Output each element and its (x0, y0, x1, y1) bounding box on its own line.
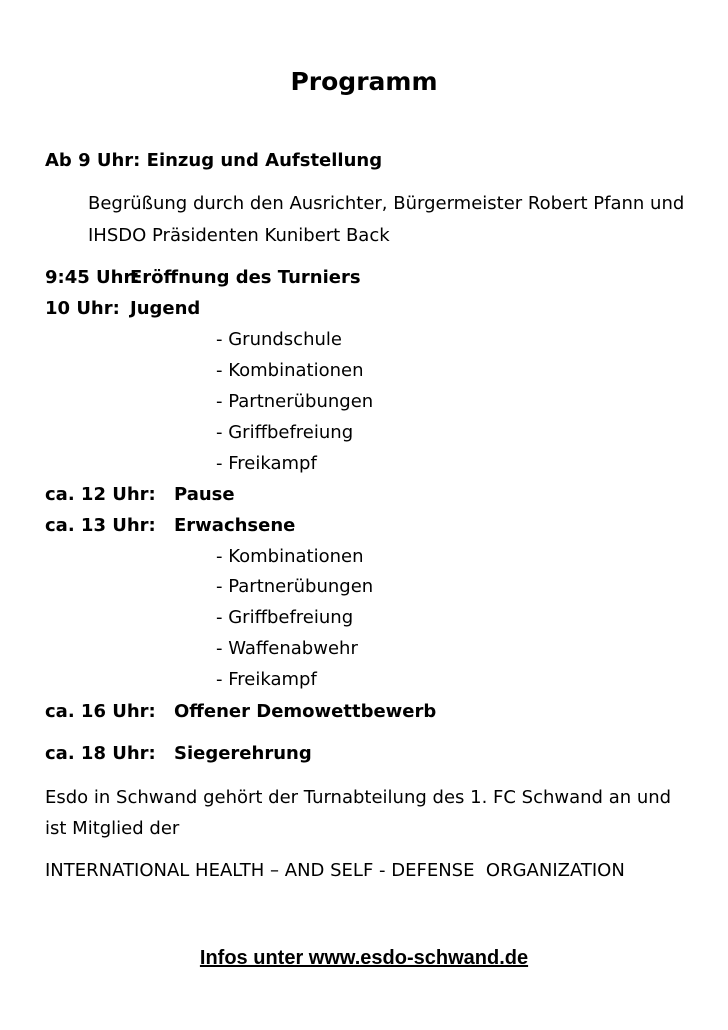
schedule-item: - Partnerübungen (216, 576, 374, 597)
schedule-title: Offener Demowettbewerb (174, 701, 437, 722)
schedule-title: Eröffnung des Turniers (130, 267, 361, 288)
schedule-time: ca. 16 Uhr: (45, 701, 156, 722)
schedule-item: - Kombinationen (216, 360, 364, 381)
schedule-item: - Griffbefreiung (216, 607, 354, 628)
footer-info (0, 945, 728, 971)
schedule-item: - Waffenabwehr (216, 638, 358, 659)
schedule-item: - Freikampf (216, 669, 317, 690)
welcome-line-2: IHSDO Präsidenten Kunibert Back (88, 225, 390, 246)
schedule-item: - Grundschule (216, 329, 342, 350)
schedule-item: - Partnerübungen (216, 391, 374, 412)
website-link[interactable]: Infos unter www.esdo-schwand.de (199, 947, 529, 969)
schedule-time: ca. 18 Uhr: (45, 743, 156, 764)
schedule-time: ca. 13 Uhr: (45, 515, 156, 536)
schedule-item: - Freikampf (216, 453, 317, 474)
schedule-title: Pause (174, 484, 235, 505)
schedule-time: 10 Uhr: (45, 298, 120, 319)
page-title: Programm (290, 67, 438, 96)
welcome-line-1: Begrüßung durch den Ausrichter, Bürgermeister Robert Pfann und (88, 193, 685, 214)
schedule-title: Jugend (130, 298, 201, 319)
opening-heading: Ab 9 Uhr: Einzug und Aufstellung (45, 150, 383, 171)
membership-line-1: Esdo in Schwand gehört der Turnabteilung des 1. FC Schwand an und (45, 787, 672, 808)
schedule-title: Erwachsene (174, 515, 296, 536)
schedule-item: - Griffbefreiung (216, 422, 354, 443)
schedule-time: ca. 12 Uhr: (45, 484, 156, 505)
membership-line-2: ist Mitglied der (45, 818, 180, 839)
schedule-item: - Kombinationen (216, 546, 364, 567)
organization-name: INTERNATIONAL HEALTH – AND SELF - DEFENSE ORGANIZATION (45, 860, 625, 881)
schedule-time: 9:45 Uhr: (45, 267, 140, 288)
schedule-title: Siegerehrung (174, 743, 312, 764)
